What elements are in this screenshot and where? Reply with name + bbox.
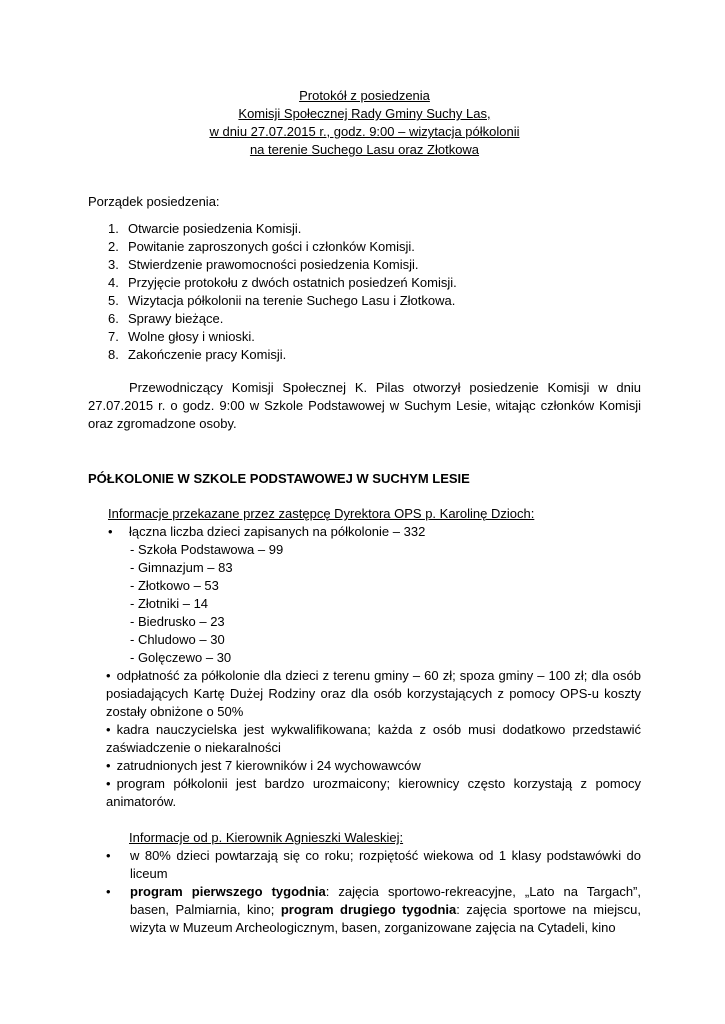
- list-item: [106, 847, 641, 883]
- list-item: [106, 757, 641, 775]
- week1-label: program pierwszego tygodnia: [130, 884, 326, 899]
- title-line-3: w dniu 27.07.2015 r., godz. 9:00 – wizytacja półkolonii: [209, 124, 520, 139]
- bullet-icon: •: [106, 848, 111, 863]
- program-weeks-text: [130, 883, 641, 937]
- info-heading-ops: Informacje przekazane przez zastępcę Dyrektora OPS p. Karolinę Dzioch:: [108, 506, 535, 521]
- bullet-icon: •: [106, 668, 111, 683]
- bullet-icon: •: [106, 722, 111, 737]
- sub-item: - Złotniki – 14: [130, 596, 209, 611]
- title-line-4: na terenie Suchego Lasu oraz Złotkowa: [249, 142, 480, 157]
- agenda-item: 3. Stwierdzenie prawomocności posiedzenia Komisji.: [108, 257, 419, 272]
- agenda-item: 6. Sprawy bieżące.: [108, 311, 224, 326]
- sub-item: - Gimnazjum – 83: [130, 560, 233, 575]
- list-item: [106, 883, 641, 937]
- agenda-list: [108, 220, 457, 364]
- week1-text: : zajęcia sportowo-rekreacyjne, „Lato na Targach”, basen, Palmiarnia, kino;: [130, 884, 641, 917]
- sub-item: - Złotkowo – 53: [130, 578, 219, 593]
- sub-item: - Golęczewo – 30: [130, 650, 232, 665]
- agenda-item: 4. Przyjęcie protokołu z dwóch ostatnich posiedzeń Komisji.: [108, 275, 457, 290]
- title-line-2: Komisji Społecznej Rady Gminy Suchy Las,: [238, 106, 491, 121]
- agenda-item: 2. Powitanie zaproszonych gości i członków Komisji.: [108, 239, 415, 254]
- week2-text: : zajęcia sportowe na miejscu, wizyta w Muzeum Archeologicznym, basen, zorganizowane zajęcia na Cytadeli, kino: [130, 902, 641, 935]
- manager-bullet-list: [106, 847, 641, 937]
- sub-item: - Szkoła Podstawowa – 99: [130, 542, 284, 557]
- bullet-icon: •: [106, 884, 111, 899]
- info-heading-manager: Informacje od p. Kierownik Agnieszki Waleskiej:: [129, 830, 404, 845]
- ops-bullet-list: [108, 523, 641, 667]
- agenda-heading: Porządek posiedzenia:: [88, 194, 220, 209]
- agenda-item: 8. Zakończenie pracy Komisji.: [108, 347, 287, 362]
- repeat-text: w 80% dzieci powtarzają się co roku; rozpiętość wiekowa od 1 klasy podstawówki do liceum: [130, 848, 641, 881]
- section-heading: PÓŁKOLONIE W SZKOLE PODSTAWOWEJ W SUCHYM LESIE: [88, 471, 470, 486]
- list-item: [106, 667, 641, 721]
- list-item: [106, 721, 641, 757]
- list-item: [106, 775, 641, 811]
- sub-item: - Biedrusko – 23: [130, 614, 225, 629]
- bullet-icon: •: [106, 776, 111, 791]
- bullet-icon: •: [108, 524, 113, 539]
- week2-label: program drugiego tygodnia: [280, 902, 457, 917]
- list-item: [108, 523, 641, 541]
- agenda-item: 1. Otwarcie posiedzenia Komisji.: [108, 221, 302, 236]
- fee-text: odpłatność za półkolonie dla dzieci z terenu gminy – 60 zł; spoza gminy – 100 zł; dla osób posiadających Kartę Dużej Rodziny oraz dla osób korzystających z pomocy OPS-u koszty zostały obniżone o 50%: [106, 668, 641, 719]
- sub-item: - Chludowo – 30: [130, 632, 225, 647]
- employed-text: zatrudnionych jest 7 kierowników i 24 wychowawców: [116, 758, 421, 773]
- title-line-1: Protokół z posiedzenia: [299, 88, 430, 103]
- agenda-item: 5. Wizytacja półkolonii na terenie Suchego Lasu i Złotkowa.: [108, 293, 456, 308]
- bullet-icon: •: [106, 758, 111, 773]
- staff-text: kadra nauczycielska jest wykwalifikowana; każda z osób musi dodatkowo przedstawić zaświadczenie o niekaralności: [106, 722, 641, 755]
- agenda-item: 7. Wolne głosy i wnioski.: [108, 329, 255, 344]
- total-children: łączna liczba dzieci zapisanych na półkolonie – 332: [129, 524, 426, 539]
- document-title: [88, 87, 641, 159]
- program-text: program półkolonii jest bardzo urozmaicony; kierownicy często korzystają z pomocy animatorów.: [106, 776, 641, 809]
- intro-paragraph: Przewodniczący Komisji Społecznej K. Pilas otworzył posiedzenie Komisji w dniu 27.07.2015 r. o godz. 9:00 w Szkole Podstawowej w Suchym Lesie, witając członków Komisji oraz zgromadzone osoby.: [88, 380, 641, 431]
